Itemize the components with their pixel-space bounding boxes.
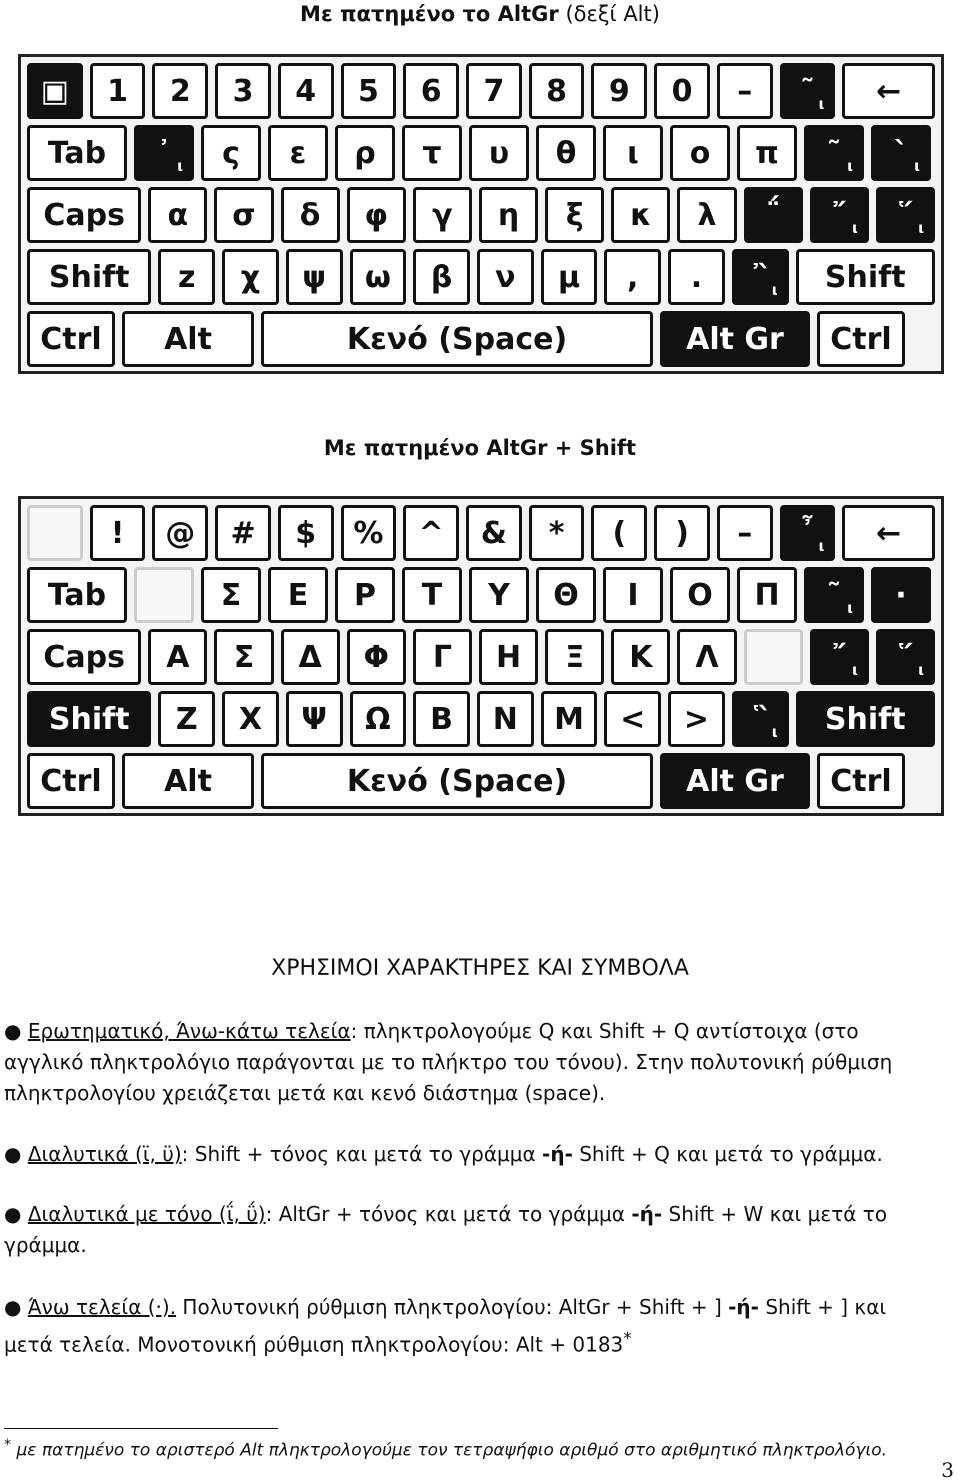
key: Ξ	[545, 629, 604, 685]
footnote	[4, 1437, 887, 1461]
item-sep: :	[265, 1202, 273, 1226]
key: –	[717, 505, 773, 561]
key: Λ	[677, 629, 736, 685]
key: >	[668, 691, 725, 747]
bullet: ●	[4, 1202, 22, 1226]
kbd2-row5	[27, 753, 935, 809]
key: Ε	[268, 567, 328, 623]
key: z	[158, 249, 215, 305]
item-or: -ή-	[728, 1295, 759, 1319]
key-blank	[134, 567, 194, 623]
item-tail: Shift + W και μετά το γράμμα.	[4, 1202, 888, 1257]
footnote-rule	[4, 1428, 278, 1429]
key-shift: Shift	[27, 691, 151, 747]
key: Ν	[477, 691, 534, 747]
key: 8	[529, 63, 585, 119]
list-item	[4, 1139, 934, 1170]
key: η	[479, 187, 538, 243]
bullet: ●	[4, 1142, 22, 1166]
key-altgr: Alt Gr	[660, 753, 810, 809]
key: τ	[402, 125, 462, 181]
caption-altgr	[0, 2, 960, 26]
key: ψ	[286, 249, 343, 305]
key-ctrl: Ctrl	[817, 753, 905, 809]
key: @	[152, 505, 208, 561]
key: Τ	[402, 567, 462, 623]
key: $	[278, 505, 334, 561]
key-accent: ι ῞	[876, 187, 935, 243]
key-accent: ι ῍	[732, 249, 789, 305]
key: Θ	[536, 567, 596, 623]
key: Ρ	[335, 567, 395, 623]
key: 3	[215, 63, 271, 119]
key-altgr: Alt Gr	[660, 311, 810, 367]
item-sep: :	[350, 1019, 358, 1043]
key: Φ	[347, 629, 406, 685]
key-shift: Shift	[27, 249, 151, 305]
caption-altgr-main: Με πατημένο το AltGr	[300, 2, 559, 26]
key-accent: ι ῝	[732, 691, 789, 747]
item-title: Ερωτηματικό, Άνω-κάτω τελεία	[27, 1019, 351, 1043]
key: 9	[591, 63, 647, 119]
key: ^	[403, 505, 459, 561]
key: <	[604, 691, 661, 747]
key: 6	[403, 63, 459, 119]
key: γ	[413, 187, 472, 243]
key-accent: ι ῞	[876, 629, 935, 685]
key-esc-icon: ▣	[27, 63, 83, 119]
key: β	[413, 249, 470, 305]
key: φ	[347, 187, 406, 243]
key: ς	[201, 125, 261, 181]
key-space: Κενό (Space)	[261, 311, 653, 367]
key: #	[215, 505, 271, 561]
item-or: -ή-	[631, 1202, 663, 1226]
key: –	[717, 63, 773, 119]
key-caps: Caps	[27, 629, 141, 685]
key-alt: Alt	[122, 753, 254, 809]
kbd2-row1	[27, 505, 935, 561]
key-tab: Tab	[27, 567, 127, 623]
item-title: Διαλυτικά με τόνο (ΐ, ΰ)	[27, 1202, 266, 1226]
list-item	[4, 1292, 934, 1361]
backspace-arrow-icon: ←	[842, 505, 935, 561]
kbd2-row4	[27, 691, 935, 747]
kbd1-row2	[27, 125, 935, 181]
key: ε	[268, 125, 328, 181]
key: μ	[541, 249, 598, 305]
key: Κ	[611, 629, 670, 685]
key: ο	[670, 125, 730, 181]
key: ξ	[545, 187, 604, 243]
key: Υ	[469, 567, 529, 623]
footnote-ref: *	[623, 1329, 632, 1348]
item-title: Διαλυτικά (ϊ, ϋ)	[27, 1142, 182, 1166]
key: α	[148, 187, 207, 243]
key-accent: ΅	[744, 187, 803, 243]
item-tail: Shift + Q και μετά το γράμμα.	[579, 1142, 883, 1166]
section-heading: ΧΡΗΣΙΜΟΙ ΧΑΡΑΚΤΗΡΕΣ ΚΑΙ ΣΥΜΒΟΛΑ	[271, 956, 689, 981]
item-text: AltGr + τόνος και μετά το γράμμα	[272, 1202, 625, 1226]
kbd1-row5	[27, 311, 935, 367]
key: λ	[677, 187, 736, 243]
kbd2-row3	[27, 629, 935, 685]
caption-altgr-paren: (δεξί Alt)	[565, 2, 660, 26]
key-blank	[27, 505, 83, 561]
keyboard-altgr-shift	[18, 496, 944, 816]
key: ω	[350, 249, 407, 305]
key-ctrl: Ctrl	[27, 753, 115, 809]
key-accent: ι ῎	[810, 629, 869, 685]
key-ctrl: Ctrl	[27, 311, 115, 367]
key: Ψ	[286, 691, 343, 747]
key-accent: ι ῏	[780, 505, 836, 561]
key: Σ	[214, 629, 273, 685]
kbd2-row2	[27, 567, 935, 623]
key-tab: Tab	[27, 125, 127, 181]
key: .	[668, 249, 725, 305]
key: )	[654, 505, 710, 561]
key: 7	[466, 63, 522, 119]
key: Η	[479, 629, 538, 685]
key: Ο	[670, 567, 730, 623]
item-sep: :	[181, 1142, 189, 1166]
key: 5	[341, 63, 397, 119]
keyboard-altgr	[18, 54, 944, 374]
key: 2	[152, 63, 208, 119]
item-text: Shift + τόνος και μετά το γράμμα	[188, 1142, 536, 1166]
caption-altgr-shift	[0, 436, 960, 460]
key: *	[529, 505, 585, 561]
key-accent: ι `	[871, 125, 931, 181]
key: &	[466, 505, 522, 561]
key-space: Κενό (Space)	[261, 753, 653, 809]
key: Π	[737, 567, 797, 623]
key-accent: ι ῎	[810, 187, 869, 243]
key: 4	[278, 63, 334, 119]
key: ,	[604, 249, 661, 305]
key: ρ	[335, 125, 395, 181]
bullet: ●	[4, 1019, 22, 1043]
key: Β	[413, 691, 470, 747]
key: δ	[281, 187, 340, 243]
key: Ζ	[158, 691, 215, 747]
key-caps: Caps	[27, 187, 141, 243]
bullet: ●	[4, 1295, 22, 1319]
key: Δ	[281, 629, 340, 685]
page-number: 3	[941, 1458, 954, 1482]
key: κ	[611, 187, 670, 243]
item-or: -ή-	[542, 1142, 573, 1166]
key-ctrl: Ctrl	[817, 311, 905, 367]
key: Ω	[350, 691, 407, 747]
key: υ	[469, 125, 529, 181]
item-text: Πολυτονική ρύθμιση πληκτρολογίου: AltGr + Shift + ]	[176, 1295, 722, 1319]
caption-altgr-shift-text: Με πατημένο AltGr + Shift	[323, 436, 637, 460]
list-item	[4, 1016, 934, 1109]
key: ι	[603, 125, 663, 181]
item-title: Άνω τελεία (·).	[27, 1295, 177, 1319]
key-accent: ι ᾽	[134, 125, 194, 181]
key: !	[90, 505, 146, 561]
kbd1-row3	[27, 187, 935, 243]
footnote-mark: *	[4, 1437, 12, 1453]
key-upper-dot: ·	[871, 567, 931, 623]
kbd1-row1	[27, 63, 935, 119]
key: Γ	[413, 629, 472, 685]
key-alt: Alt	[122, 311, 254, 367]
key: 1	[90, 63, 146, 119]
backspace-arrow-icon: ←	[842, 63, 935, 119]
key: %	[341, 505, 397, 561]
key: π	[737, 125, 797, 181]
key-accent: ι ῀	[804, 567, 864, 623]
key: ν	[477, 249, 534, 305]
footnote-text: με πατημένο το αριστερό Alt πληκτρολογούμε τον τετραψήφιο αριθμό στο αριθμητικό πληκτρολόγιο.	[16, 1440, 888, 1461]
key: Σ	[201, 567, 261, 623]
key-shift: Shift	[796, 249, 935, 305]
item-tail: Shift + ] και μετά τελεία. Μονοτονική ρύθμιση πληκτρολογίου: Alt + 0183	[4, 1295, 887, 1357]
item-text: πληκτρολογούμε Q και Shift + Q αντίστοιχα (στο αγγλικό πληκτρολόγιο παράγονται με το πλήκτρο του τόνου). Στην πολυτονική ρύθμιση πληκτρολογίου χρειάζεται μετά και κενό διάστημα (space).	[4, 1019, 893, 1105]
key: Μ	[541, 691, 598, 747]
key: σ	[214, 187, 273, 243]
key: (	[591, 505, 647, 561]
key-blank	[744, 629, 803, 685]
key: Α	[148, 629, 207, 685]
key: 0	[654, 63, 710, 119]
key: Χ	[222, 691, 279, 747]
key-accent: ι ῀	[780, 63, 836, 119]
key: Ι	[603, 567, 663, 623]
key-accent: ι ῀	[804, 125, 864, 181]
key: χ	[222, 249, 279, 305]
key-shift: Shift	[796, 691, 935, 747]
key: θ	[536, 125, 596, 181]
list-item	[4, 1199, 934, 1261]
kbd1-row4	[27, 249, 935, 305]
